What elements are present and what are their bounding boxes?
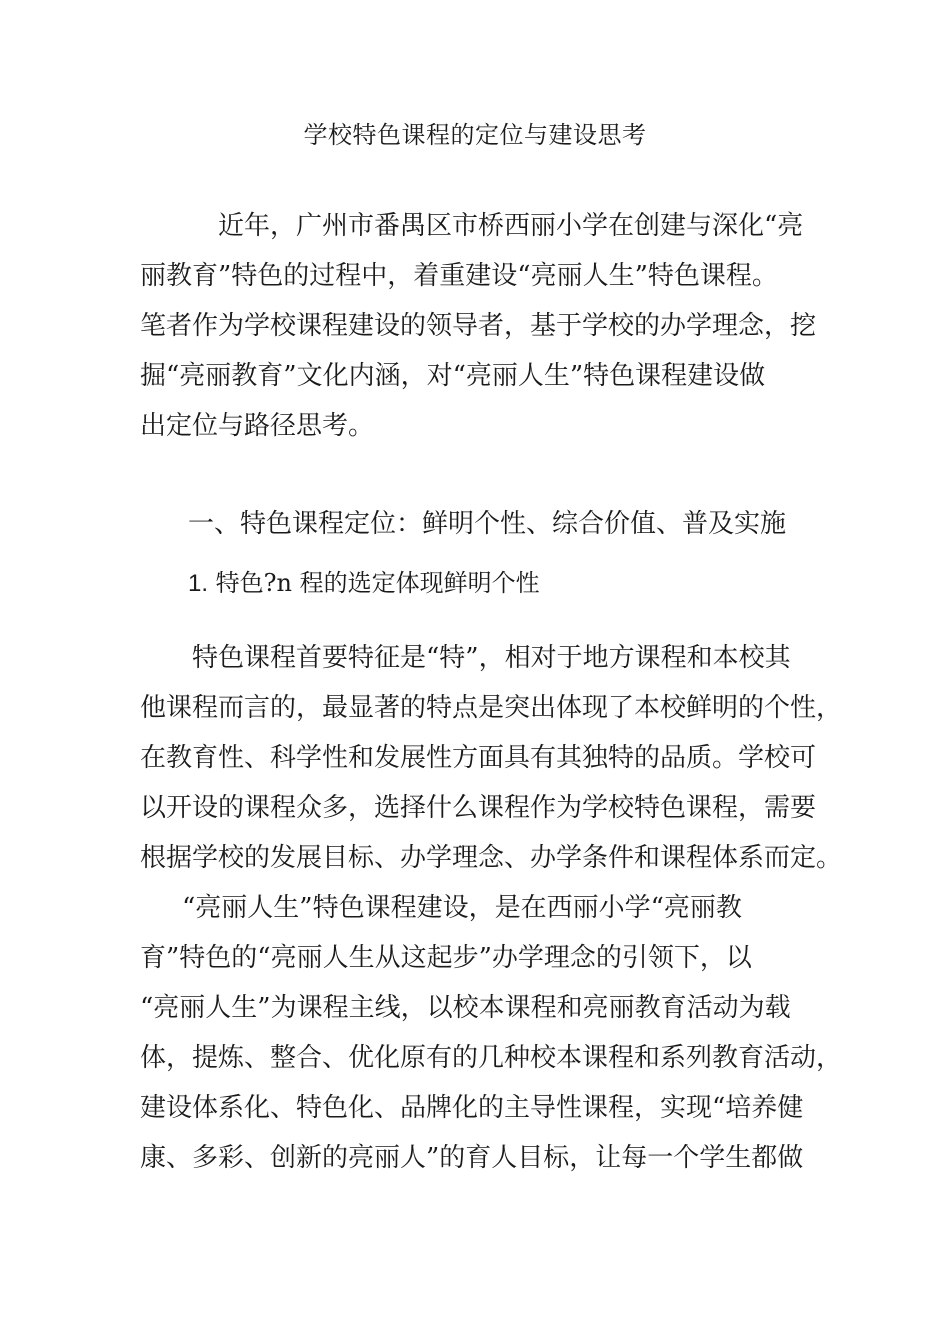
section-1-heading: 一、特色课程定位：鲜明个性、综合价值、普及实施 bbox=[188, 509, 787, 539]
subheading-text: 特色?n 程的选定体现鲜明个性 bbox=[215, 569, 540, 597]
para3-line-2: 育”特色的“亮丽人生从这起步”办学理念的引领下，以 bbox=[140, 943, 752, 973]
document-title: 学校特色课程的定位与建设思考 bbox=[303, 121, 647, 149]
para2-line-4: 以开设的课程众多，选择什么课程作为学校特色课程，需要 bbox=[140, 793, 817, 823]
para2-line-2: 他课程而言的，最显著的特点是突出体现了本校鲜明的个性， bbox=[140, 693, 843, 723]
subheading-number: 1. bbox=[188, 570, 209, 597]
para3-line-4: 体，提炼、整合、优化原有的几种校本课程和系列教育活动， bbox=[140, 1043, 843, 1073]
intro-line-2: 丽教育”特色的过程中，着重建设“亮丽人生”特色课程。 bbox=[140, 261, 778, 291]
intro-line-4: 掘“亮丽教育”文化内涵，对“亮丽人生”特色课程建设做 bbox=[140, 361, 766, 391]
para3-line-1: “亮丽人生”特色课程建设，是在西丽小学“亮丽教 bbox=[182, 893, 742, 923]
intro-line-5: 出定位与路径思考。 bbox=[140, 411, 375, 441]
para2-line-5: 根据学校的发展目标、办学理念、办学条件和课程体系而定。 bbox=[140, 843, 843, 873]
intro-line-1: 近年，广州市番禺区市桥西丽小学在创建与深化“亮 bbox=[218, 211, 804, 241]
para3-line-5: 建设体系化、特色化、品牌化的主导性课程，实现“培养健 bbox=[140, 1093, 804, 1123]
intro-line-3: 笔者作为学校课程建设的领导者，基于学校的办学理念，挖 bbox=[140, 311, 817, 341]
section-1-subheading bbox=[188, 566, 540, 601]
para2-line-3: 在教育性、科学性和发展性方面具有其独特的品质。学校可 bbox=[140, 743, 817, 773]
para3-line-6: 康、多彩、创新的亮丽人”的育人目标，让每一个学生都做 bbox=[140, 1143, 804, 1173]
para3-line-3: “亮丽人生”为课程主线，以校本课程和亮丽教育活动为载 bbox=[140, 993, 791, 1023]
para2-line-1: 特色课程首要特征是“特”，相对于地方课程和本校其 bbox=[192, 643, 791, 673]
